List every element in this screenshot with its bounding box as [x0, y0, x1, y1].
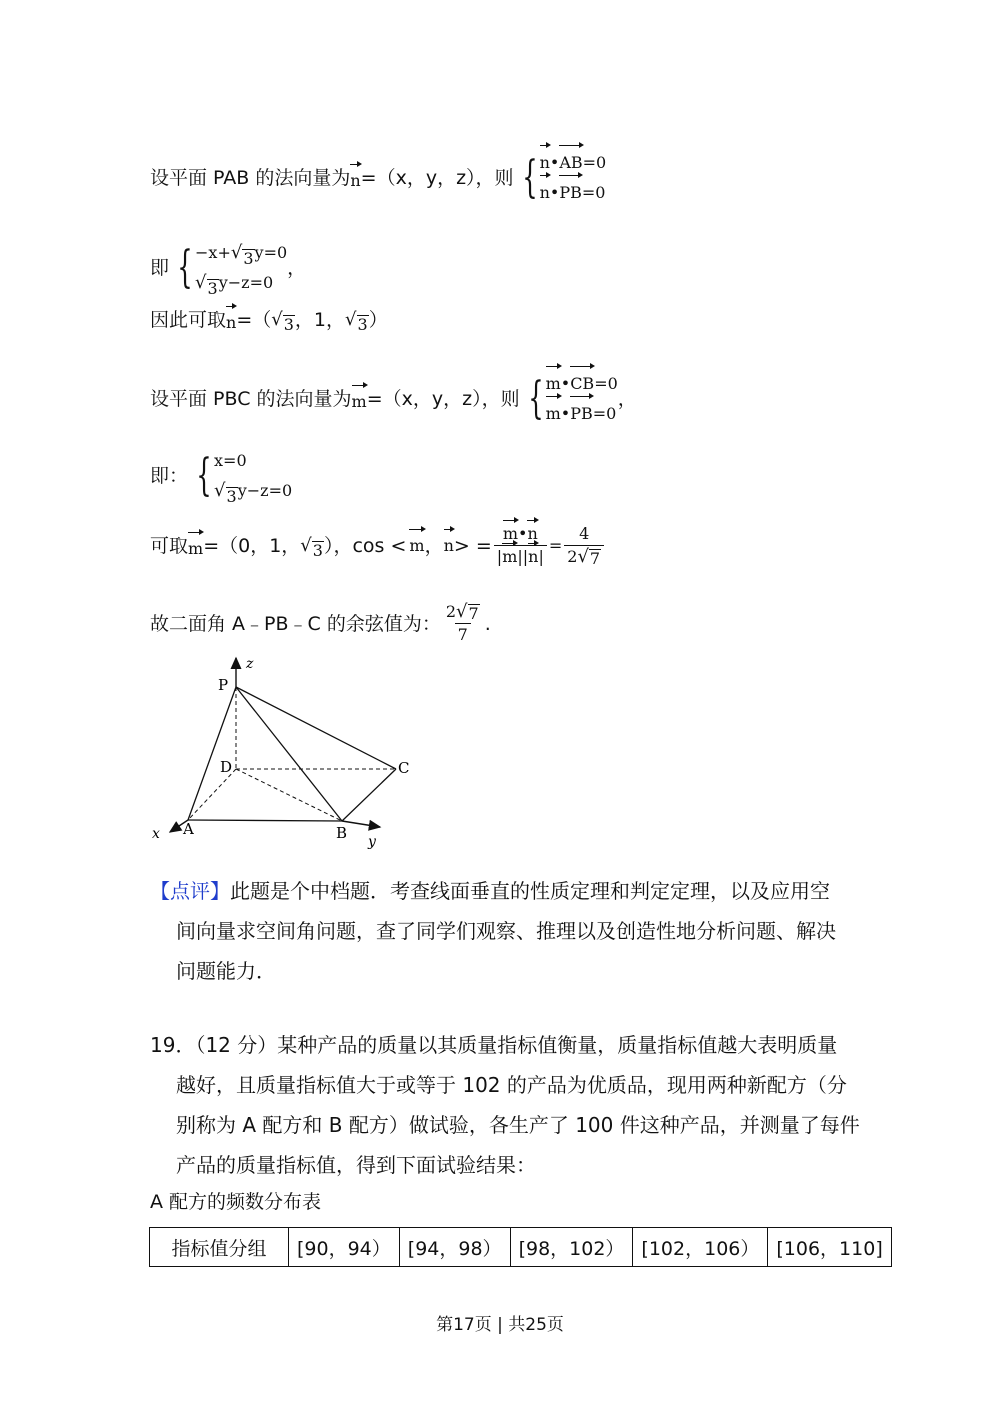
fraction-value: [564, 523, 604, 568]
text: ）: [368, 309, 388, 331]
radicand: 7: [468, 604, 479, 623]
dot: •: [549, 183, 560, 202]
bar: ||: [517, 547, 529, 566]
equation-system: [522, 369, 618, 429]
solution-line-1: [150, 148, 606, 208]
vector-n: n: [527, 524, 538, 543]
text: =（: [236, 309, 272, 331]
table-row: [150, 1228, 892, 1267]
text: 故二面角 A﹣PB﹣C 的余弦值为：: [150, 612, 441, 635]
term: y−z=0: [218, 273, 274, 292]
comment-line-1: [150, 871, 870, 911]
sqrt: √ 3: [271, 309, 294, 334]
vector-PB: PB: [570, 399, 593, 429]
term: y−z=0: [237, 481, 293, 500]
equation-system: [190, 446, 292, 506]
label-A: A: [183, 820, 194, 838]
eq-value: =0: [594, 374, 618, 393]
vector-m: m: [502, 547, 518, 566]
comment-tag: 【点评】: [150, 879, 230, 903]
edge-DB: [236, 769, 342, 821]
vector-m: m: [188, 535, 203, 563]
solution-line-6: [150, 523, 606, 568]
text: ），cos <: [323, 534, 407, 557]
table-cell: [94，98）: [399, 1228, 510, 1267]
label-z: z: [246, 656, 254, 672]
radicand: 3: [357, 315, 368, 334]
radicand: 3: [207, 279, 218, 298]
label-y: y: [368, 834, 376, 850]
question-line-4: 产品的质量指标值，得到下面试验结果：: [176, 1153, 536, 1177]
text: 即：: [150, 465, 189, 487]
comment-line-3: 问题能力．: [176, 959, 276, 983]
radicand: 3: [312, 540, 323, 560]
pyramid-figure: [150, 652, 430, 852]
question-19: [150, 1025, 870, 1185]
edge-DA: [188, 769, 236, 820]
text: ，1，: [294, 309, 346, 331]
equation-system: [516, 148, 607, 208]
coords: =（x，y，z），则: [360, 167, 514, 189]
solution-line-7: [150, 601, 491, 646]
sqrt: √ 3: [214, 480, 237, 506]
vector-n: n: [528, 547, 539, 566]
text: 即: [150, 257, 170, 279]
coef: 2: [445, 602, 457, 621]
table-cell: 指标值分组: [150, 1228, 289, 1267]
text: > =: [453, 534, 492, 557]
comment-line-2: 间向量求空间角问题，查了同学们观察、推理以及创造性地分析问题、解决: [176, 919, 836, 943]
sqrt: √ 3: [230, 242, 254, 268]
coef: 2: [567, 547, 578, 566]
sqrt: √ 3: [300, 534, 323, 560]
edge-PC: [236, 687, 396, 769]
eq-value: =0: [592, 404, 617, 423]
question-line-2: 越好，且质量指标值大于或等于 102 的产品为优质品，现用两种新配方（分: [176, 1073, 847, 1097]
vector-m: m: [409, 532, 424, 560]
y-axis: [342, 821, 380, 827]
text: 可取: [150, 534, 189, 557]
sqrt: √ 3: [195, 272, 218, 298]
radicand: 7: [589, 549, 601, 568]
radicand: 3: [226, 487, 237, 506]
text: =（0，1，: [203, 534, 301, 557]
label-D: D: [220, 758, 233, 776]
solution-line-4: [150, 369, 637, 429]
label-x: x: [152, 826, 160, 842]
dot: •: [560, 404, 571, 423]
comment-text: 此题是个中档题．考查线面垂直的性质定理和判定定理，以及应用空: [230, 879, 830, 903]
brace-icon: {: [527, 373, 544, 424]
page-footer: 第17页 | 共25页: [436, 1315, 564, 1335]
question-line-3: 别称为 A 配方和 B 配方）做试验，各生产了 100 件这种产品，并测量了每件: [176, 1113, 860, 1137]
coords: =（x，y，z），则: [366, 388, 520, 410]
equals: =: [548, 535, 563, 555]
vector-m: m: [546, 399, 561, 429]
brace-icon: {: [177, 242, 193, 293]
vector-n: n: [226, 309, 236, 337]
text: 因此可取: [150, 309, 227, 331]
numerator: 4: [579, 524, 590, 543]
brace-icon: {: [196, 450, 212, 501]
label-C: C: [398, 759, 410, 777]
solution-line-5: [150, 446, 292, 506]
brace-icon: {: [521, 152, 538, 203]
table-title: A 配方的频数分布表: [150, 1191, 322, 1213]
frequency-table: [149, 1227, 892, 1267]
edge-PA: [188, 687, 236, 820]
edge-BC: [342, 769, 396, 821]
term: −x+: [195, 243, 231, 262]
edge-AB: [188, 820, 342, 821]
eq-value: =0: [581, 183, 606, 202]
denominator: 7: [455, 623, 471, 646]
table-cell: [98，102）: [510, 1228, 633, 1267]
comment-paragraph: [150, 871, 870, 991]
radicand: 3: [283, 315, 294, 334]
radicand: 3: [243, 249, 254, 268]
vector-CB: CB: [570, 369, 594, 399]
label-B: B: [336, 824, 348, 842]
equation: x=0: [214, 451, 247, 470]
label-P: P: [218, 676, 229, 694]
text: 设平面 PAB 的法向量为: [150, 167, 351, 189]
vector-m: m: [502, 524, 519, 543]
vector-m: m: [546, 369, 561, 399]
vector-AB: AB: [559, 148, 582, 178]
sqrt: √ 7: [456, 601, 479, 623]
vector-n: n: [540, 148, 550, 178]
dot: •: [518, 524, 528, 543]
fraction-answer: [443, 601, 483, 646]
vector-PB: PB: [559, 178, 582, 208]
sqrt: √ 7: [577, 546, 601, 568]
text: 设平面 PBC 的法向量为: [150, 388, 352, 410]
vector-n: n: [540, 178, 550, 208]
table-cell: [90，94）: [289, 1228, 400, 1267]
punct: ，: [287, 257, 307, 279]
punct: ，: [617, 388, 637, 410]
punct: ，: [424, 534, 444, 557]
vector-n: n: [444, 532, 454, 560]
edge-PB: [236, 687, 342, 821]
dot: •: [560, 374, 571, 393]
table-cell: [106，110]: [768, 1228, 891, 1267]
bar: |: [538, 547, 544, 566]
sqrt: √ 3: [345, 309, 368, 334]
eq-value: =0: [582, 153, 607, 172]
punct: .: [484, 612, 491, 635]
question-line-1: 19．（12 分）某种产品的质量以其质量指标值衡量，质量指标值越大表明质量: [150, 1033, 838, 1057]
equation-system: [171, 238, 287, 298]
vector-n: n: [350, 167, 360, 195]
table-cell: [102，106）: [633, 1228, 768, 1267]
solution-line-2: [150, 238, 306, 298]
solution-line-3: [150, 303, 388, 337]
dot: •: [549, 153, 560, 172]
term: y=0: [254, 243, 288, 262]
vector-m: m: [352, 388, 367, 416]
fraction-cos: [494, 523, 547, 568]
bar: |: [496, 547, 503, 566]
